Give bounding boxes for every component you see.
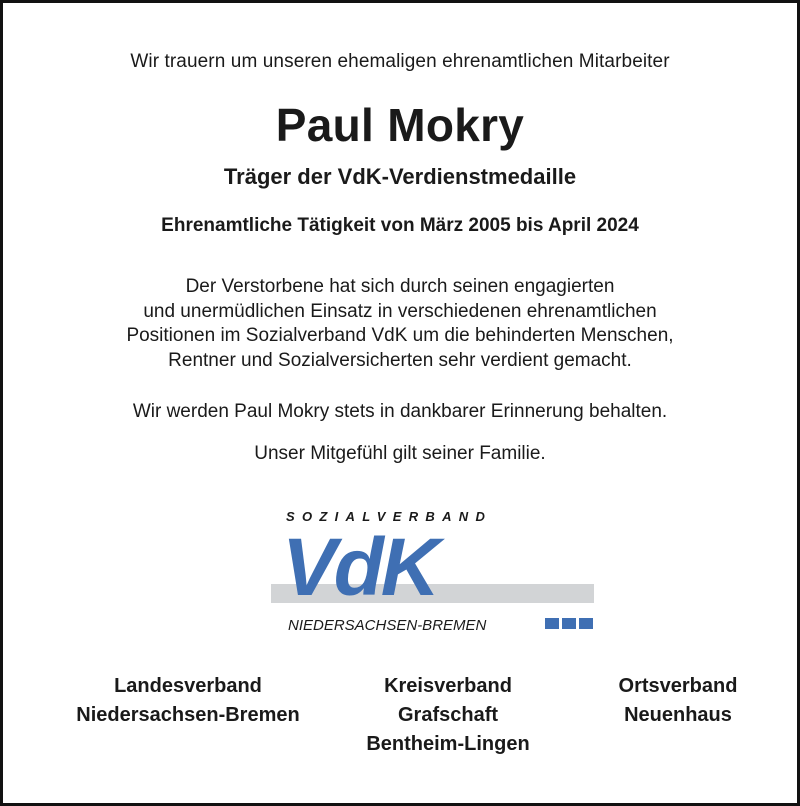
tribute-paragraph xyxy=(3,275,797,373)
vdk-logo xyxy=(268,503,598,633)
tribute-line: und unermüdlichen Einsatz in verschiedenen ehrenamtlichen xyxy=(143,300,657,322)
logo-region-text: NIEDERSACHSEN-BREMEN xyxy=(288,617,487,633)
signature-line: Landesverband xyxy=(114,675,262,697)
tribute-line: Der Verstorbene hat sich durch seinen engagierten xyxy=(185,276,615,297)
tribute-line: Rentner und Sozialversicherten sehr verdient gemacht. xyxy=(168,349,632,371)
logo-square xyxy=(562,618,576,629)
logo-square xyxy=(579,618,593,629)
logo-square xyxy=(545,618,559,629)
logo-top-text: SOZIALVERBAND xyxy=(286,509,493,524)
signature-state-association xyxy=(43,672,333,730)
logo-wordmark: VdK xyxy=(282,522,437,613)
tribute-line: Positionen im Sozialverband VdK um die behinderten Menschen, xyxy=(126,325,674,346)
deceased-name: Paul Mokry xyxy=(275,99,525,151)
signature-line: Kreisverband xyxy=(384,675,512,697)
signature-line: Neuenhaus xyxy=(624,704,732,726)
remembrance-line: Wir werden Paul Mokry stets in dankbarer Erinnerung behalten. xyxy=(132,401,668,422)
tenure-line: Ehrenamtliche Tätigkeit von März 2005 bis April 2024 xyxy=(161,215,639,236)
award-line: Träger der VdK-Verdienstmedaille xyxy=(223,164,577,189)
signature-district-association xyxy=(308,672,588,759)
signature-local-association xyxy=(563,672,793,730)
signature-line: Grafschaft xyxy=(397,704,499,726)
sympathy-line: Unser Mitgefühl gilt seiner Familie. xyxy=(254,443,546,464)
signature-line: Bentheim-Lingen xyxy=(366,733,530,755)
intro-text: Wir trauern um unseren ehemaligen ehrenamtlichen Mitarbeiter xyxy=(130,51,670,72)
signature-line: Ortsverband xyxy=(618,675,738,697)
signature-line: Niedersachsen-Bremen xyxy=(76,704,300,726)
